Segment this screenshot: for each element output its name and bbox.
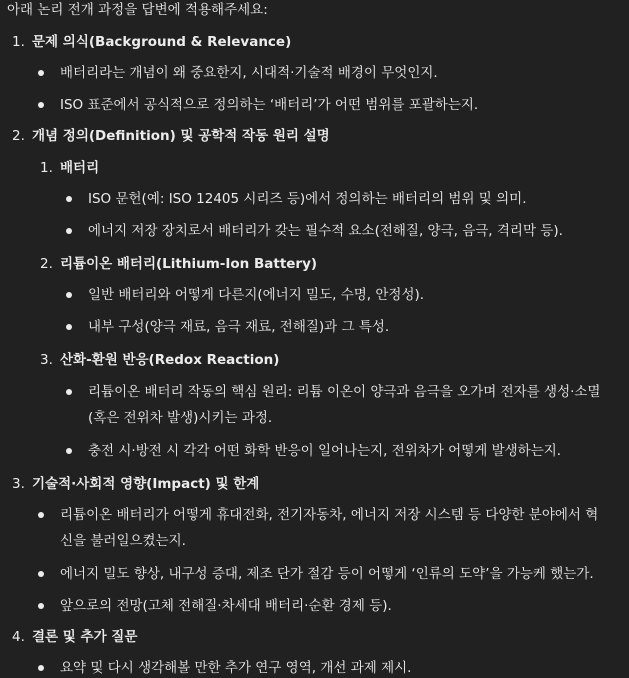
bullet-dot xyxy=(38,512,44,518)
section-number: 2. xyxy=(12,128,25,144)
bullet-dot xyxy=(38,102,44,108)
subsection-title: 배터리 xyxy=(60,160,100,176)
bullet-dot xyxy=(66,196,72,202)
bullet-text: 앞으로의 전망(고체 전해질·차세대 배터리·순환 경제 등). xyxy=(60,598,392,614)
subsection-number: 3. xyxy=(40,352,53,368)
bullet-text: ISO 표준에서 공식적으로 정의하는 ‘배터리’가 어떤 범위를 포괄하는지. xyxy=(60,97,479,113)
bullet-text: 일반 배터리와 어떻게 다른지(에너지 밀도, 수명, 안정성). xyxy=(88,287,425,303)
bullet-dot xyxy=(38,665,44,671)
bullet-dot xyxy=(66,292,72,298)
bullet-text: 에너지 저장 장치로서 배터리가 갖는 필수적 요소(전해질, 양극, 음극, 격리막 등). xyxy=(88,223,563,239)
section-title: 결론 및 추가 질문 xyxy=(32,629,138,645)
bullet-text-continued: 신을 불러일으켰는지. xyxy=(60,533,186,549)
bullet-text: 배터리라는 개념이 왜 중요한지, 시대적·기술적 배경이 무엇인지. xyxy=(60,65,438,81)
bullet-dot xyxy=(38,70,44,76)
intro-text: 아래 논리 전개 과정을 답변에 적용해주세요: xyxy=(7,2,268,18)
bullet-text: 충전 시·방전 시 각각 어떤 화학 반응이 일어나는지, 전위차가 어떻게 발생하는지. xyxy=(88,443,562,459)
bullet-text: 에너지 밀도 향상, 내구성 증대, 제조 단가 절감 등이 어떻게 ‘인류의 도약’을 가능케 했는가. xyxy=(60,566,594,582)
section-number: 4. xyxy=(12,629,25,645)
bullet-text: 요약 및 다시 생각해볼 만한 추가 연구 영역, 개선 과제 제시. xyxy=(60,660,412,676)
bullet-dot xyxy=(66,389,72,395)
bullet-text: 리튬이온 배터리가 어떻게 휴대전화, 전기자동차, 에너지 저장 시스템 등 다양한 분야에서 혁 xyxy=(60,507,599,523)
subsection-number: 1. xyxy=(40,160,53,176)
bullet-dot xyxy=(66,448,72,454)
section-number: 3. xyxy=(12,476,25,492)
bullet-text: 내부 구성(양극 재료, 음극 재료, 전해질)과 그 특성. xyxy=(88,319,390,335)
bullet-dot xyxy=(38,603,44,609)
subsection-title: 리튬이온 배터리(Lithium-Ion Battery) xyxy=(60,256,318,272)
bullet-dot xyxy=(66,324,72,330)
bullet-text-continued: (혹은 전위차 발생)시키는 과정. xyxy=(88,410,273,426)
section-number: 1. xyxy=(12,34,25,50)
section-title: 기술적·사회적 영향(Impact) 및 한계 xyxy=(32,476,260,492)
bullet-dot xyxy=(38,571,44,577)
section-title: 문제 의식(Background & Relevance) xyxy=(32,34,292,50)
section-title: 개념 정의(Definition) 및 공학적 작동 원리 설명 xyxy=(32,128,330,144)
bullet-text: 리튬이온 배터리 작동의 핵심 원리: 리튬 이온이 양극과 음극을 오가며 전자를 생성·소멸 xyxy=(88,384,601,400)
bullet-dot xyxy=(66,228,72,234)
bullet-text: ISO 문헌(예: ISO 12405 시리즈 등)에서 정의하는 배터리의 범위 및 의미. xyxy=(88,191,527,207)
subsection-title: 산화-환원 반응(Redox Reaction) xyxy=(60,352,280,368)
subsection-number: 2. xyxy=(40,256,53,272)
